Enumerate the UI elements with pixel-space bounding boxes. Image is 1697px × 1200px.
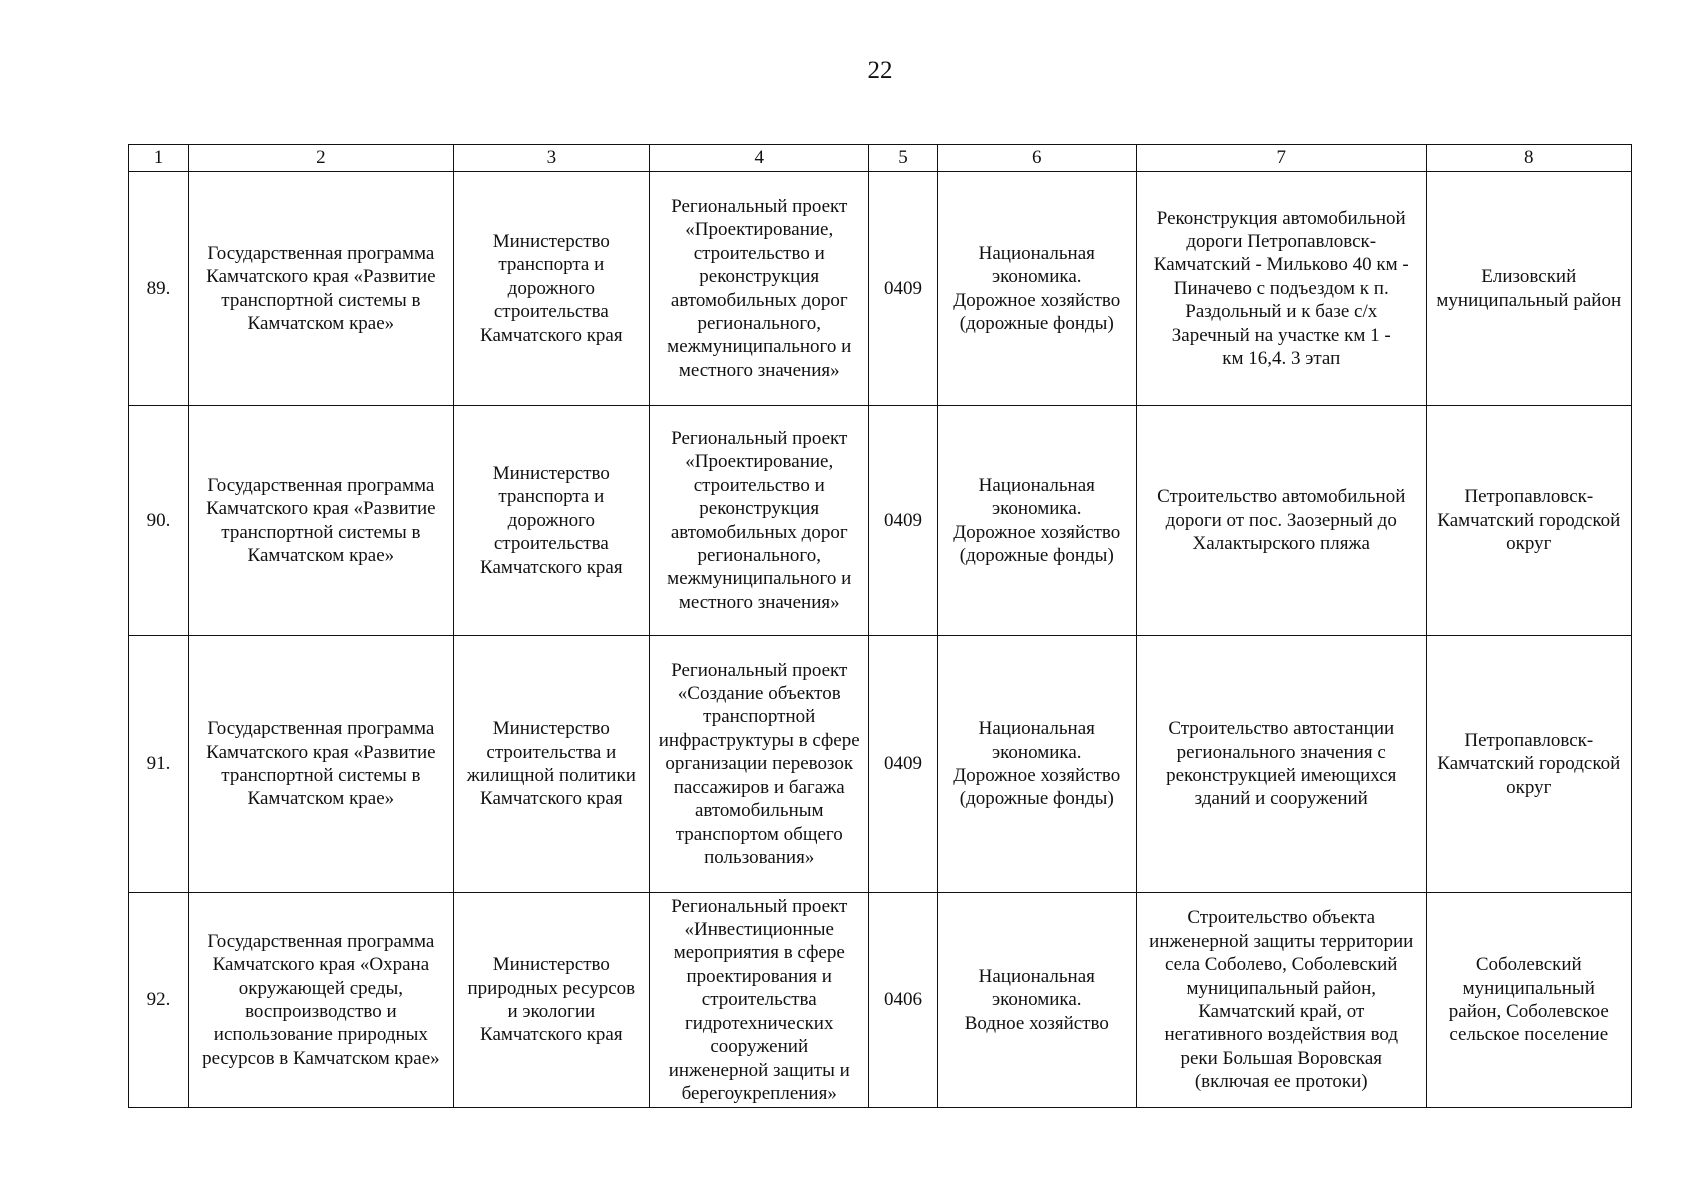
- program-text: Государственная программа Камчатского края «Развитие транспортной системы в Камчатском крае»: [206, 242, 436, 334]
- projects-table: [128, 144, 1632, 1108]
- row-number-text: 89.: [146, 277, 171, 299]
- project-text: Региональный проект «Проектирование, строительство и реконструкция автомобильных дорог регионального, межмуниципального и местного значения»: [667, 195, 852, 381]
- section-text: Национальная экономика. Дорожное хозяйство (дорожные фонды): [953, 242, 1121, 334]
- header-cell: 1: [129, 145, 189, 172]
- territory-cell: [1426, 893, 1631, 1108]
- object-text: Строительство автостанции регионального значения с реконструкцией имеющихся зданий и сооружений: [1166, 718, 1397, 810]
- section-text: Национальная экономика. Дорожное хозяйство (дорожные фонды): [953, 718, 1121, 810]
- section-text: Национальная экономика. Дорожное хозяйство (дорожные фонды): [953, 474, 1121, 566]
- territory-cell: [1426, 172, 1631, 406]
- program-cell: [189, 893, 454, 1108]
- object-text: Реконструкция автомобильной дороги Петропавловск- Камчатский - Мильково 40 км - Пиначево с подъездом к п. Раздольный и к базе с/х Заречный на участке км 1 - км 16,4. 3 этап: [1153, 207, 1409, 370]
- ministry-cell: [453, 636, 649, 893]
- project-cell: [650, 406, 869, 636]
- header-cell: 3: [453, 145, 649, 172]
- object-cell: [1136, 406, 1426, 636]
- section-text: Национальная экономика. Водное хозяйство: [964, 965, 1109, 1034]
- territory-text: Петропавловск- Камчатский городской округ: [1437, 729, 1621, 798]
- program-text: Государственная программа Камчатского края «Развитие транспортной системы в Камчатском крае»: [206, 718, 436, 810]
- code-text: 0406: [884, 989, 923, 1011]
- object-cell: [1136, 636, 1426, 893]
- program-cell: [189, 406, 454, 636]
- project-text: Региональный проект «Проектирование, строительство и реконструкция автомобильных дорог регионального, межмуниципального и местного значения»: [667, 427, 852, 613]
- header-cell: 5: [869, 145, 937, 172]
- program-text: Государственная программа Камчатского края «Охрана окружающей среды, воспроизводство и использование природных ресурсов в Камчатском крае»: [202, 930, 440, 1069]
- territory-text: Петропавловск- Камчатский городской округ: [1437, 486, 1621, 555]
- table-row: [129, 406, 1632, 636]
- header-row: [129, 145, 1632, 172]
- ministry-cell: [453, 172, 649, 406]
- object-cell: [1136, 893, 1426, 1108]
- code-cell: [869, 406, 937, 636]
- object-text: Строительство объекта инженерной защиты территории села Соболево, Соболевский муниципальный район, Камчатский край, от негативного воздействия вод реки Большая Воровская (включая ее протоки): [1149, 907, 1414, 1093]
- row-number-text: 90.: [146, 509, 171, 531]
- code-text: 0409: [884, 753, 923, 775]
- row-number-text: 92.: [146, 989, 171, 1011]
- section-cell: [937, 636, 1136, 893]
- code-text: 0409: [884, 509, 923, 531]
- header-cell: 2: [189, 145, 454, 172]
- section-cell: [937, 893, 1136, 1108]
- program-cell: [189, 172, 454, 406]
- code-cell: [869, 636, 937, 893]
- row-number: [129, 406, 189, 636]
- header-cell: 7: [1136, 145, 1426, 172]
- ministry-text: Министерство природных ресурсов и экологии Камчатского края: [467, 954, 636, 1046]
- header-cell: 6: [937, 145, 1136, 172]
- ministry-text: Министерство транспорта и дорожного строительства Камчатского края: [480, 462, 623, 578]
- row-number: [129, 172, 189, 406]
- row-number-text: 91.: [146, 753, 171, 775]
- section-cell: [937, 172, 1136, 406]
- project-cell: [650, 636, 869, 893]
- row-number: [129, 893, 189, 1108]
- ministry-cell: [453, 406, 649, 636]
- page-number: 22: [867, 57, 893, 84]
- object-cell: [1136, 172, 1426, 406]
- ministry-text: Министерство строительства и жилищной политики Камчатского края: [466, 718, 636, 810]
- program-cell: [189, 636, 454, 893]
- code-text: 0409: [884, 277, 923, 299]
- project-cell: [650, 172, 869, 406]
- section-cell: [937, 406, 1136, 636]
- row-number: [129, 636, 189, 893]
- ministry-text: Министерство транспорта и дорожного строительства Камчатского края: [480, 230, 623, 346]
- territory-cell: [1426, 636, 1631, 893]
- territory-text: Соболевский муниципальный район, Соболевское сельское поселение: [1448, 954, 1609, 1046]
- code-cell: [869, 172, 937, 406]
- table-row: [129, 636, 1632, 893]
- code-cell: [869, 893, 937, 1108]
- program-text: Государственная программа Камчатского края «Развитие транспортной системы в Камчатском крае»: [206, 474, 436, 566]
- table-row: [129, 893, 1632, 1108]
- header-cell: 4: [650, 145, 869, 172]
- ministry-cell: [453, 893, 649, 1108]
- project-text: Региональный проект «Создание объектов транспортной инфраструктуры в сфере организации перевозок пассажиров и багажа автомобильным транспортом общего пользования»: [658, 659, 860, 868]
- territory-cell: [1426, 406, 1631, 636]
- territory-text: Елизовский муниципальный район: [1436, 266, 1622, 311]
- object-text: Строительство автомобильной дороги от пос. Заозерный до Халактырского пляжа: [1157, 486, 1406, 555]
- project-text: Региональный проект «Инвестиционные мероприятия в сфере проектирования и строительства гидротехнических сооружений инженерной защиты и берегоукрепления»: [668, 895, 850, 1104]
- header-cell: 8: [1426, 145, 1631, 172]
- table-row: [129, 172, 1632, 406]
- project-cell: [650, 893, 869, 1108]
